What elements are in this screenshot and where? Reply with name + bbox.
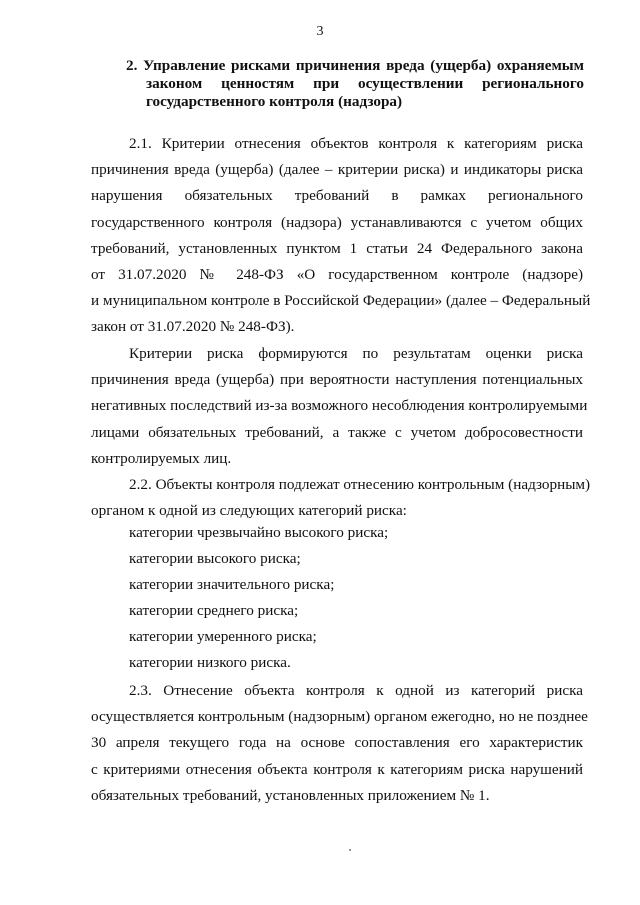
- paragraph-2-3: [91, 678, 588, 809]
- text-line: нарушения обязательных требований в рамках регионального: [91, 187, 583, 205]
- risk-category-item: категории умеренного риска;: [129, 628, 317, 645]
- text-line: обязательных требований, установленных приложением № 1.: [91, 786, 490, 804]
- text-line: государственного контроля (надзора) устанавливаются с учетом общих: [91, 213, 583, 231]
- scan-speck: [349, 849, 351, 851]
- text-line: контролируемых лиц.: [91, 449, 232, 467]
- section-heading: [126, 57, 584, 111]
- text-line: негативных последствий из-за возможного несоблюдения контролируемыми: [91, 397, 588, 415]
- text-line: лицами обязательных требований, а также с учетом добросовестности: [91, 423, 583, 441]
- text-line: органом к одной из следующих категорий риска:: [91, 502, 407, 520]
- text-line: закон от 31.07.2020 № 248-ФЗ).: [91, 318, 295, 336]
- text-line: Критерии риска формируются по результатам оценки риска: [129, 345, 583, 362]
- risk-category-item: категории низкого риска.: [129, 654, 291, 671]
- paragraph-risk-criteria: [91, 341, 588, 472]
- text-line: 2.1. Критерии отнесения объектов контроля к категориям риска: [129, 135, 583, 152]
- page-number: 3: [316, 24, 324, 39]
- text-line: причинения вреда (ущерба) (далее – критерии риска) и индикаторы риска: [91, 161, 583, 179]
- text-line: и муниципальном контроле в Российской Федерации» (далее – Федеральный: [91, 292, 591, 310]
- text-line: 2.3. Отнесение объекта контроля к одной из категорий риска: [129, 682, 583, 699]
- heading-line: 2. Управление рисками причинения вреда (ущерба) охраняемым: [126, 57, 584, 74]
- heading-line: законом ценностям при осуществлении регионального: [146, 75, 584, 92]
- risk-category-item: категории чрезвычайно высокого риска;: [129, 524, 389, 541]
- heading-line: государственного контроля (надзора): [146, 93, 403, 110]
- paragraph-2-1: [91, 131, 591, 341]
- text-line: от 31.07.2020 № 248-ФЗ «О государственном контроле (надзоре): [91, 266, 583, 284]
- risk-category-item: категории среднего риска;: [129, 602, 299, 619]
- text-line: осуществляется контрольным (надзорным) органом ежегодно, но не позднее: [91, 708, 588, 726]
- risk-category-item: категории высокого риска;: [129, 550, 301, 567]
- text-line: 2.2. Объекты контроля подлежат отнесению контрольным (надзорным): [129, 476, 591, 493]
- text-line: 30 апреля текущего года на основе сопоставления его характеристик: [91, 734, 583, 752]
- risk-category-item: категории значительного риска;: [129, 576, 335, 593]
- text-line: причинения вреда (ущерба) при вероятности наступления потенциальных: [91, 371, 583, 389]
- text-line: требований, установленных пунктом 1 статьи 24 Федерального закона: [91, 239, 583, 257]
- text-line: с критериями отнесения объекта контроля к категориям риска нарушений: [91, 760, 583, 778]
- paragraph-2-2: [91, 472, 591, 524]
